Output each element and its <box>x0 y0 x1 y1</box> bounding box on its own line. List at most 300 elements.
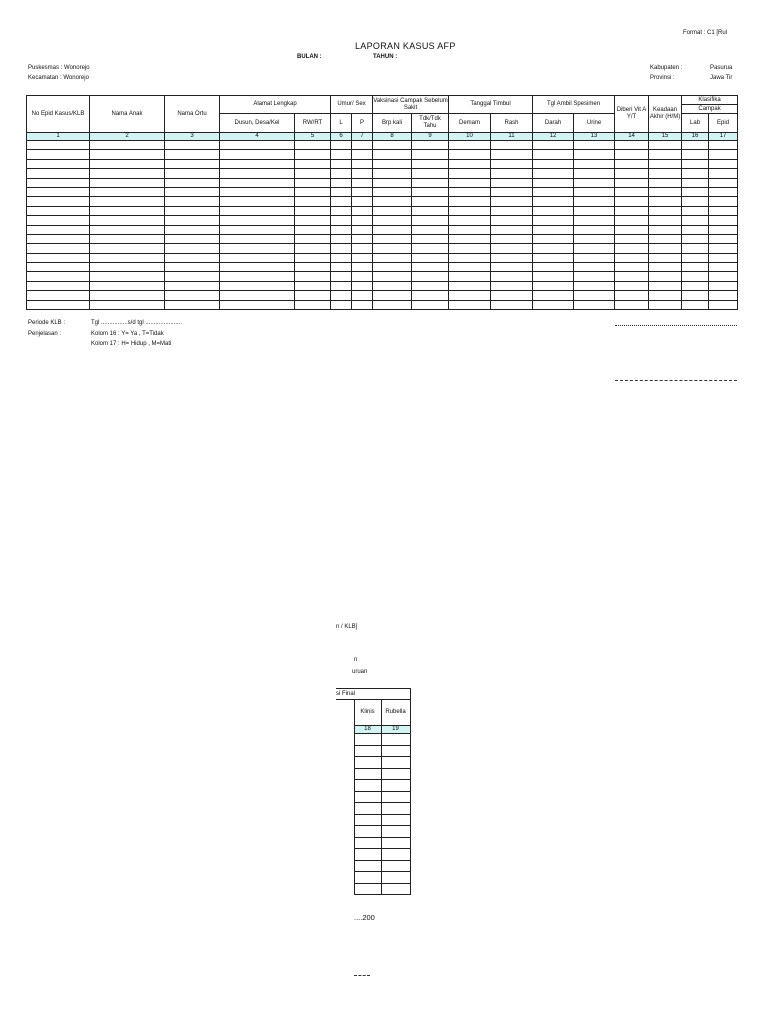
table-cell[interactable] <box>331 234 352 243</box>
table-cell[interactable] <box>649 300 682 309</box>
table-cell[interactable] <box>574 216 615 225</box>
table-cell[interactable] <box>373 150 412 159</box>
table-cell[interactable] <box>354 872 381 884</box>
table-cell[interactable] <box>649 159 682 168</box>
table-cell[interactable] <box>574 281 615 290</box>
table-cell[interactable] <box>27 253 90 262</box>
table-cell[interactable] <box>352 225 373 234</box>
table-cell[interactable] <box>533 225 574 234</box>
table-cell[interactable] <box>449 291 491 300</box>
table-cell[interactable] <box>373 169 412 178</box>
table-cell[interactable] <box>295 263 331 272</box>
table-cell[interactable] <box>354 791 381 803</box>
table-cell[interactable] <box>491 141 533 150</box>
table-cell[interactable] <box>165 150 220 159</box>
table-cell[interactable] <box>220 169 295 178</box>
table-cell[interactable] <box>90 272 165 281</box>
table-cell[interactable] <box>649 178 682 187</box>
table-cell[interactable] <box>295 150 331 159</box>
table-cell[interactable] <box>165 234 220 243</box>
table-cell[interactable] <box>649 225 682 234</box>
table-cell[interactable] <box>533 291 574 300</box>
table-cell[interactable] <box>354 814 381 826</box>
table-cell[interactable] <box>331 169 352 178</box>
table-cell[interactable] <box>165 281 220 290</box>
table-cell[interactable] <box>331 225 352 234</box>
table-cell[interactable] <box>373 206 412 215</box>
table-cell[interactable] <box>354 860 381 872</box>
table-cell[interactable] <box>220 206 295 215</box>
table-cell[interactable] <box>682 300 709 309</box>
table-cell[interactable] <box>331 216 352 225</box>
table-cell[interactable] <box>352 281 373 290</box>
table-cell[interactable] <box>295 281 331 290</box>
table-cell[interactable] <box>295 178 331 187</box>
table-cell[interactable] <box>373 197 412 206</box>
table-cell[interactable] <box>373 263 412 272</box>
table-cell[interactable] <box>331 263 352 272</box>
table-cell[interactable] <box>381 791 410 803</box>
table-cell[interactable] <box>90 253 165 262</box>
table-cell[interactable] <box>295 141 331 150</box>
table-cell[interactable] <box>682 187 709 196</box>
table-cell[interactable] <box>709 300 738 309</box>
table-cell[interactable] <box>381 883 410 895</box>
table-cell[interactable] <box>27 206 90 215</box>
table-cell[interactable] <box>491 187 533 196</box>
table-cell[interactable] <box>220 272 295 281</box>
table-cell[interactable] <box>533 178 574 187</box>
table-cell[interactable] <box>27 234 90 243</box>
table-cell[interactable] <box>412 197 449 206</box>
table-cell[interactable] <box>27 272 90 281</box>
table-cell[interactable] <box>220 187 295 196</box>
table-cell[interactable] <box>165 225 220 234</box>
table-cell[interactable] <box>449 300 491 309</box>
table-cell[interactable] <box>90 300 165 309</box>
table-cell[interactable] <box>220 216 295 225</box>
table-cell[interactable] <box>352 178 373 187</box>
table-cell[interactable] <box>331 291 352 300</box>
table-cell[interactable] <box>709 216 738 225</box>
table-cell[interactable] <box>165 244 220 253</box>
table-cell[interactable] <box>574 272 615 281</box>
table-cell[interactable] <box>682 263 709 272</box>
table-cell[interactable] <box>682 253 709 262</box>
table-cell[interactable] <box>533 216 574 225</box>
table-cell[interactable] <box>165 178 220 187</box>
table-cell[interactable] <box>295 272 331 281</box>
table-cell[interactable] <box>352 216 373 225</box>
table-cell[interactable] <box>165 253 220 262</box>
table-cell[interactable] <box>331 178 352 187</box>
table-cell[interactable] <box>90 150 165 159</box>
table-cell[interactable] <box>412 263 449 272</box>
table-cell[interactable] <box>491 272 533 281</box>
table-cell[interactable] <box>412 253 449 262</box>
table-cell[interactable] <box>449 141 491 150</box>
table-cell[interactable] <box>373 234 412 243</box>
table-cell[interactable] <box>220 300 295 309</box>
table-cell[interactable] <box>649 197 682 206</box>
table-cell[interactable] <box>27 141 90 150</box>
table-cell[interactable] <box>27 150 90 159</box>
table-cell[interactable] <box>295 225 331 234</box>
table-cell[interactable] <box>354 803 381 815</box>
table-cell[interactable] <box>165 263 220 272</box>
table-cell[interactable] <box>220 281 295 290</box>
table-cell[interactable] <box>412 141 449 150</box>
table-cell[interactable] <box>449 225 491 234</box>
table-cell[interactable] <box>449 159 491 168</box>
table-cell[interactable] <box>709 141 738 150</box>
table-cell[interactable] <box>27 169 90 178</box>
table-cell[interactable] <box>533 150 574 159</box>
table-cell[interactable] <box>615 272 649 281</box>
table-cell[interactable] <box>491 197 533 206</box>
table-cell[interactable] <box>615 187 649 196</box>
table-cell[interactable] <box>533 281 574 290</box>
table-cell[interactable] <box>381 803 410 815</box>
table-cell[interactable] <box>682 159 709 168</box>
table-cell[interactable] <box>533 300 574 309</box>
table-cell[interactable] <box>373 216 412 225</box>
table-cell[interactable] <box>295 216 331 225</box>
table-cell[interactable] <box>533 141 574 150</box>
table-cell[interactable] <box>649 187 682 196</box>
table-cell[interactable] <box>352 197 373 206</box>
table-cell[interactable] <box>352 206 373 215</box>
table-cell[interactable] <box>354 734 381 746</box>
table-cell[interactable] <box>574 159 615 168</box>
table-cell[interactable] <box>533 169 574 178</box>
table-cell[interactable] <box>709 225 738 234</box>
table-cell[interactable] <box>412 281 449 290</box>
table-cell[interactable] <box>27 225 90 234</box>
table-cell[interactable] <box>574 150 615 159</box>
table-cell[interactable] <box>615 281 649 290</box>
table-cell[interactable] <box>295 234 331 243</box>
table-cell[interactable] <box>295 187 331 196</box>
table-cell[interactable] <box>615 169 649 178</box>
table-cell[interactable] <box>615 234 649 243</box>
table-cell[interactable] <box>90 197 165 206</box>
table-cell[interactable] <box>615 197 649 206</box>
table-cell[interactable] <box>373 159 412 168</box>
table-cell[interactable] <box>90 206 165 215</box>
table-cell[interactable] <box>90 234 165 243</box>
table-cell[interactable] <box>373 300 412 309</box>
table-cell[interactable] <box>709 178 738 187</box>
table-cell[interactable] <box>165 216 220 225</box>
table-cell[interactable] <box>649 272 682 281</box>
table-cell[interactable] <box>331 159 352 168</box>
table-cell[interactable] <box>165 206 220 215</box>
table-cell[interactable] <box>449 150 491 159</box>
table-cell[interactable] <box>574 263 615 272</box>
table-cell[interactable] <box>412 187 449 196</box>
table-cell[interactable] <box>295 197 331 206</box>
table-cell[interactable] <box>682 234 709 243</box>
table-cell[interactable] <box>381 734 410 746</box>
table-cell[interactable] <box>165 159 220 168</box>
table-cell[interactable] <box>331 244 352 253</box>
table-cell[interactable] <box>373 178 412 187</box>
table-cell[interactable] <box>381 768 410 780</box>
table-cell[interactable] <box>220 263 295 272</box>
table-cell[interactable] <box>331 272 352 281</box>
table-cell[interactable] <box>682 169 709 178</box>
table-cell[interactable] <box>412 150 449 159</box>
table-cell[interactable] <box>352 253 373 262</box>
table-cell[interactable] <box>533 253 574 262</box>
table-cell[interactable] <box>709 263 738 272</box>
table-cell[interactable] <box>90 187 165 196</box>
table-cell[interactable] <box>220 159 295 168</box>
table-cell[interactable] <box>381 780 410 792</box>
table-cell[interactable] <box>533 187 574 196</box>
table-cell[interactable] <box>533 197 574 206</box>
table-cell[interactable] <box>574 141 615 150</box>
table-cell[interactable] <box>354 883 381 895</box>
table-cell[interactable] <box>491 253 533 262</box>
table-cell[interactable] <box>220 253 295 262</box>
table-cell[interactable] <box>649 281 682 290</box>
table-cell[interactable] <box>354 837 381 849</box>
table-cell[interactable] <box>354 826 381 838</box>
table-cell[interactable] <box>90 291 165 300</box>
table-cell[interactable] <box>412 272 449 281</box>
table-cell[interactable] <box>373 244 412 253</box>
table-cell[interactable] <box>491 300 533 309</box>
table-cell[interactable] <box>449 178 491 187</box>
table-cell[interactable] <box>649 150 682 159</box>
table-cell[interactable] <box>352 169 373 178</box>
table-cell[interactable] <box>649 206 682 215</box>
table-cell[interactable] <box>449 253 491 262</box>
table-cell[interactable] <box>352 263 373 272</box>
table-cell[interactable] <box>373 187 412 196</box>
table-cell[interactable] <box>220 197 295 206</box>
table-cell[interactable] <box>352 187 373 196</box>
table-cell[interactable] <box>491 159 533 168</box>
table-cell[interactable] <box>412 300 449 309</box>
table-cell[interactable] <box>220 234 295 243</box>
table-cell[interactable] <box>220 178 295 187</box>
table-cell[interactable] <box>649 169 682 178</box>
table-cell[interactable] <box>649 244 682 253</box>
table-cell[interactable] <box>649 234 682 243</box>
table-cell[interactable] <box>682 206 709 215</box>
table-cell[interactable] <box>295 244 331 253</box>
table-cell[interactable] <box>709 169 738 178</box>
table-cell[interactable] <box>331 197 352 206</box>
table-cell[interactable] <box>574 225 615 234</box>
table-cell[interactable] <box>381 860 410 872</box>
table-cell[interactable] <box>373 281 412 290</box>
table-cell[interactable] <box>574 178 615 187</box>
table-cell[interactable] <box>220 141 295 150</box>
table-cell[interactable] <box>615 300 649 309</box>
table-cell[interactable] <box>615 244 649 253</box>
table-cell[interactable] <box>682 244 709 253</box>
table-cell[interactable] <box>449 216 491 225</box>
table-cell[interactable] <box>649 141 682 150</box>
table-cell[interactable] <box>90 159 165 168</box>
table-cell[interactable] <box>331 187 352 196</box>
table-cell[interactable] <box>412 178 449 187</box>
table-cell[interactable] <box>412 234 449 243</box>
table-cell[interactable] <box>27 300 90 309</box>
table-cell[interactable] <box>381 745 410 757</box>
table-cell[interactable] <box>533 263 574 272</box>
table-cell[interactable] <box>449 244 491 253</box>
table-cell[interactable] <box>331 150 352 159</box>
table-cell[interactable] <box>27 216 90 225</box>
table-cell[interactable] <box>90 141 165 150</box>
table-cell[interactable] <box>682 225 709 234</box>
table-cell[interactable] <box>331 281 352 290</box>
table-cell[interactable] <box>682 141 709 150</box>
table-cell[interactable] <box>449 272 491 281</box>
table-cell[interactable] <box>295 169 331 178</box>
table-cell[interactable] <box>165 169 220 178</box>
table-cell[interactable] <box>295 159 331 168</box>
table-cell[interactable] <box>90 281 165 290</box>
table-cell[interactable] <box>165 300 220 309</box>
table-cell[interactable] <box>491 216 533 225</box>
table-cell[interactable] <box>574 169 615 178</box>
table-cell[interactable] <box>533 206 574 215</box>
table-cell[interactable] <box>574 234 615 243</box>
table-cell[interactable] <box>352 150 373 159</box>
table-cell[interactable] <box>412 291 449 300</box>
table-cell[interactable] <box>412 159 449 168</box>
table-cell[interactable] <box>682 150 709 159</box>
table-cell[interactable] <box>381 757 410 769</box>
table-cell[interactable] <box>533 272 574 281</box>
table-cell[interactable] <box>682 178 709 187</box>
table-cell[interactable] <box>491 244 533 253</box>
table-cell[interactable] <box>709 197 738 206</box>
table-cell[interactable] <box>709 150 738 159</box>
table-cell[interactable] <box>649 263 682 272</box>
table-cell[interactable] <box>533 234 574 243</box>
table-cell[interactable] <box>412 244 449 253</box>
table-cell[interactable] <box>352 234 373 243</box>
table-cell[interactable] <box>649 216 682 225</box>
table-cell[interactable] <box>90 178 165 187</box>
table-cell[interactable] <box>709 244 738 253</box>
table-cell[interactable] <box>27 159 90 168</box>
table-cell[interactable] <box>709 234 738 243</box>
table-cell[interactable] <box>449 281 491 290</box>
table-cell[interactable] <box>354 757 381 769</box>
table-cell[interactable] <box>491 281 533 290</box>
table-cell[interactable] <box>27 281 90 290</box>
table-cell[interactable] <box>491 178 533 187</box>
table-cell[interactable] <box>615 263 649 272</box>
table-cell[interactable] <box>615 206 649 215</box>
table-cell[interactable] <box>649 253 682 262</box>
table-cell[interactable] <box>381 814 410 826</box>
table-cell[interactable] <box>27 291 90 300</box>
table-cell[interactable] <box>574 253 615 262</box>
table-cell[interactable] <box>574 300 615 309</box>
table-cell[interactable] <box>220 225 295 234</box>
table-cell[interactable] <box>331 300 352 309</box>
table-cell[interactable] <box>381 849 410 861</box>
table-cell[interactable] <box>615 225 649 234</box>
table-cell[interactable] <box>373 272 412 281</box>
table-cell[interactable] <box>449 169 491 178</box>
table-cell[interactable] <box>412 169 449 178</box>
table-cell[interactable] <box>533 159 574 168</box>
table-cell[interactable] <box>449 263 491 272</box>
table-cell[interactable] <box>491 263 533 272</box>
table-cell[interactable] <box>709 187 738 196</box>
table-cell[interactable] <box>574 187 615 196</box>
table-cell[interactable] <box>90 263 165 272</box>
table-cell[interactable] <box>615 159 649 168</box>
table-cell[interactable] <box>90 244 165 253</box>
table-cell[interactable] <box>709 206 738 215</box>
table-cell[interactable] <box>352 300 373 309</box>
table-cell[interactable] <box>682 272 709 281</box>
table-cell[interactable] <box>491 169 533 178</box>
table-cell[interactable] <box>574 197 615 206</box>
table-cell[interactable] <box>709 281 738 290</box>
table-cell[interactable] <box>649 291 682 300</box>
table-cell[interactable] <box>354 849 381 861</box>
table-cell[interactable] <box>90 225 165 234</box>
table-cell[interactable] <box>165 197 220 206</box>
table-cell[interactable] <box>27 263 90 272</box>
table-cell[interactable] <box>491 291 533 300</box>
table-cell[interactable] <box>412 216 449 225</box>
table-cell[interactable] <box>165 291 220 300</box>
table-cell[interactable] <box>220 150 295 159</box>
table-cell[interactable] <box>354 745 381 757</box>
table-cell[interactable] <box>331 206 352 215</box>
table-cell[interactable] <box>373 253 412 262</box>
table-cell[interactable] <box>574 291 615 300</box>
table-cell[interactable] <box>352 159 373 168</box>
table-cell[interactable] <box>615 150 649 159</box>
table-cell[interactable] <box>491 206 533 215</box>
table-cell[interactable] <box>220 244 295 253</box>
table-cell[interactable] <box>449 234 491 243</box>
table-cell[interactable] <box>295 206 331 215</box>
table-cell[interactable] <box>682 281 709 290</box>
table-cell[interactable] <box>709 159 738 168</box>
table-cell[interactable] <box>615 291 649 300</box>
table-cell[interactable] <box>615 253 649 262</box>
table-cell[interactable] <box>373 141 412 150</box>
table-cell[interactable] <box>449 197 491 206</box>
table-cell[interactable] <box>352 272 373 281</box>
table-cell[interactable] <box>491 150 533 159</box>
table-cell[interactable] <box>682 291 709 300</box>
table-cell[interactable] <box>354 768 381 780</box>
table-cell[interactable] <box>682 197 709 206</box>
table-cell[interactable] <box>682 216 709 225</box>
table-cell[interactable] <box>615 216 649 225</box>
table-cell[interactable] <box>354 780 381 792</box>
table-cell[interactable] <box>352 141 373 150</box>
table-cell[interactable] <box>295 253 331 262</box>
table-cell[interactable] <box>220 291 295 300</box>
